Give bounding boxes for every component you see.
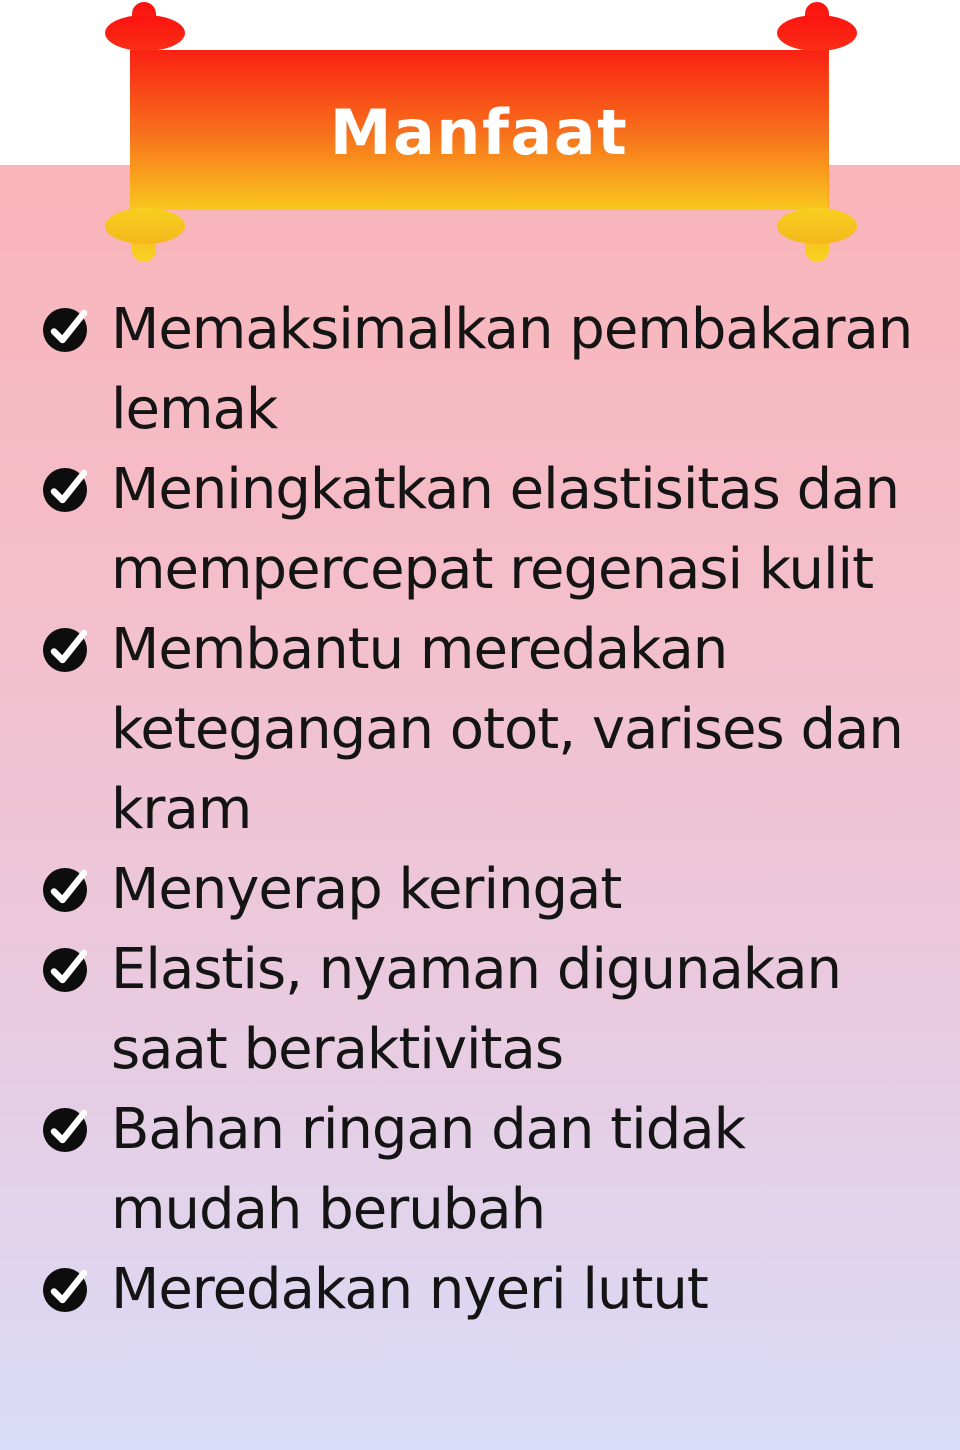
list-item <box>42 450 940 610</box>
list-item <box>42 930 940 1090</box>
check-circle-icon <box>42 307 88 353</box>
banner-ribbon <box>130 50 828 210</box>
benefit-line: mudah berubah <box>111 1177 546 1242</box>
list-item <box>42 850 940 930</box>
check-circle-icon <box>42 467 88 513</box>
benefit-line: Elastis, nyaman digunakan <box>111 937 842 1002</box>
benefit-text <box>111 850 621 930</box>
page-title: Manfaat <box>329 95 629 169</box>
benefit-text <box>111 1250 708 1330</box>
benefit-text <box>111 450 899 610</box>
benefit-text <box>111 290 912 450</box>
benefit-line: Bahan ringan dan tidak <box>111 1097 746 1162</box>
list-item <box>42 1090 940 1250</box>
benefit-text <box>111 1090 745 1250</box>
benefit-line: Menyerap keringat <box>111 857 622 922</box>
benefit-line: Membantu meredakan <box>111 617 728 682</box>
list-item <box>42 610 940 850</box>
benefit-text <box>111 930 841 1090</box>
benefit-text <box>111 610 903 850</box>
list-item <box>42 290 940 450</box>
scroll-pole-bottom-left-cap <box>105 208 185 244</box>
list-item <box>42 1250 940 1330</box>
benefit-line: mempercepat regenasi kulit <box>111 537 874 602</box>
scroll-pole-top-right-cap <box>777 15 857 51</box>
benefit-line: saat beraktivitas <box>111 1017 563 1082</box>
benefit-line: kram <box>111 777 252 842</box>
benefit-line: Memaksimalkan pembakaran <box>111 297 913 362</box>
benefit-line: lemak <box>111 377 278 442</box>
check-circle-icon <box>42 947 88 993</box>
check-circle-icon <box>42 867 88 913</box>
check-circle-icon <box>42 627 88 673</box>
check-circle-icon <box>42 1107 88 1153</box>
scroll-pole-top-left-cap <box>105 15 185 51</box>
benefit-line: Meningkatkan elastisitas dan <box>111 457 899 522</box>
scroll-pole-bottom-right-cap <box>777 208 857 244</box>
check-circle-icon <box>42 1267 88 1313</box>
benefits-list <box>42 290 940 1330</box>
benefit-line: ketegangan otot, varises dan <box>111 697 903 762</box>
benefit-line: Meredakan nyeri lutut <box>111 1257 708 1322</box>
